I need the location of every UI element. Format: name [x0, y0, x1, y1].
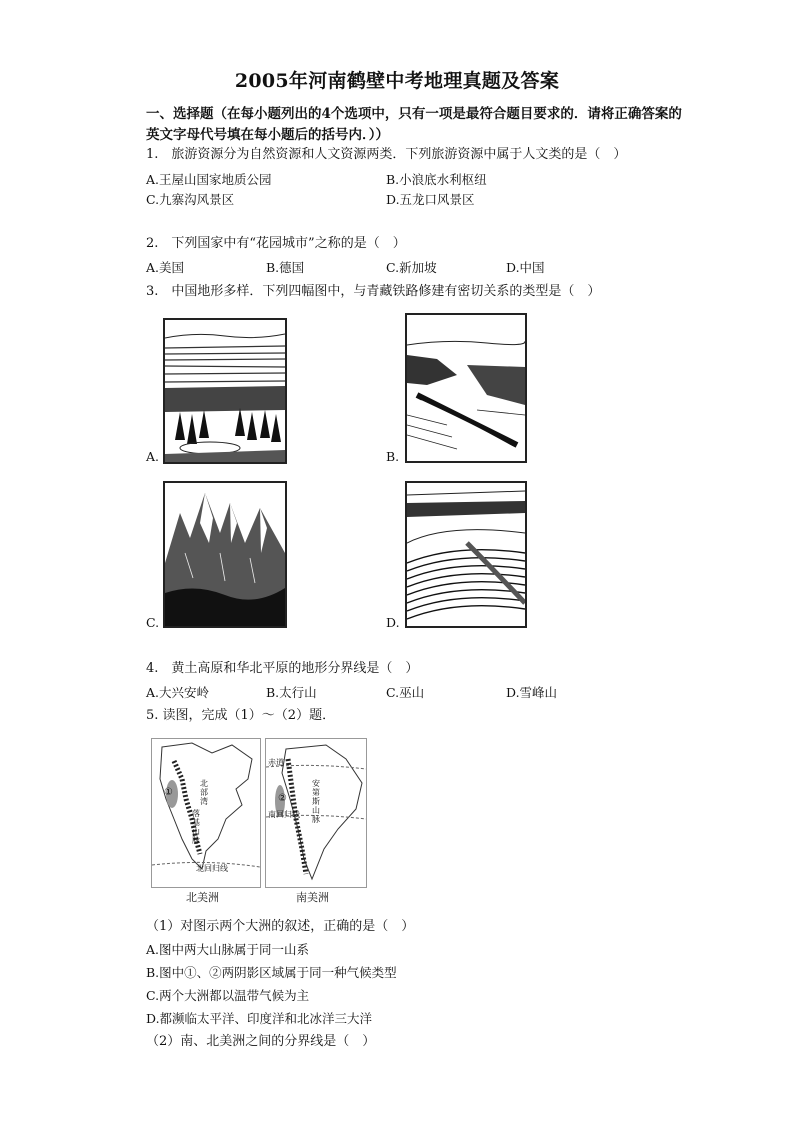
- question-4-option-b: B.太行山: [266, 685, 317, 700]
- map-label-tropic-capricorn: 南回归线: [268, 810, 300, 819]
- map-label-equator: 赤道: [268, 758, 284, 767]
- question-2-option-b: B.德国: [266, 260, 305, 275]
- question-5-sub-1-option-c: C.两个大洲都以温带气候为主: [146, 988, 310, 1003]
- question-2-option-c: C.新加坡: [386, 260, 437, 275]
- north-america-caption: 北美洲: [186, 891, 219, 904]
- page-title: 2005年河南鹤壁中考地理真题及答案: [234, 70, 560, 92]
- section-heading: 一、选择题（在每小题列出的4个选项中，只有一项是最符合题目要求的．请将正确答案的英文字母代号填在每小题后的括号内．））: [146, 106, 682, 143]
- question-2-stem: 2. 下列国家中有“花园城市”之称的是（ ）: [146, 236, 406, 251]
- south-america-caption: 南美洲: [296, 891, 329, 904]
- question-2-option-d: D.中国: [506, 260, 545, 275]
- landscape-picture-c: [163, 481, 287, 628]
- question-5-sub-1-option-a: A.图中两大山脉属于同一山系: [146, 942, 310, 957]
- landscape-picture-b: [405, 313, 527, 463]
- question-2-option-a: A.美国: [146, 260, 185, 275]
- map-marker-1: ①: [164, 787, 173, 798]
- question-5-sub-1-option-b: B.图中①、②两阴影区域属于同一种气候类型: [146, 965, 397, 980]
- north-america-map: [151, 738, 261, 888]
- landscape-picture-a: [163, 318, 287, 464]
- map-label-andes: 安第斯山脉: [312, 779, 320, 824]
- landscape-picture-d: [405, 481, 527, 628]
- question-5-sub-1-option-d: D.都濒临太平洋、印度洋和北冰洋三大洋: [146, 1011, 373, 1026]
- question-1-option-a: A.王屋山国家地质公园: [146, 172, 272, 187]
- map-marker-2: ②: [278, 793, 287, 804]
- question-4-stem: 4. 黄土高原和华北平原的地形分界线是（ ）: [146, 661, 419, 676]
- question-5-sub-1-stem: （1）对图示两个大洲的叙述，正确的是（ ）: [146, 919, 415, 934]
- question-1-option-c: C.九寨沟风景区: [146, 192, 235, 207]
- question-3-option-c: C.: [146, 615, 160, 630]
- question-3-stem: 3. 中国地形多样．下列四幅图中，与青藏铁路修建有密切关系的类型是（ ）: [146, 284, 601, 299]
- question-3-option-b: B.: [386, 449, 400, 464]
- question-5-sub-2-stem: （2）南、北美洲之间的分界线是（ ）: [146, 1034, 376, 1049]
- question-1-stem: 1. 旅游资源分为自然资源和人文资源两类．下列旅游资源中属于人文类的是（ ）: [146, 147, 627, 162]
- map-label-rocky-mountains: 落基山脉: [192, 809, 200, 845]
- map-label-north-bay: 北部湾: [200, 779, 208, 806]
- question-1-option-b: B.小浪底水利枢纽: [386, 172, 487, 187]
- question-1-option-d: D.五龙口风景区: [386, 192, 475, 207]
- question-4-option-a: A.大兴安岭: [146, 685, 210, 700]
- question-4-option-d: D.雪峰山: [506, 685, 558, 700]
- south-america-map: [265, 738, 367, 888]
- question-4-option-c: C.巫山: [386, 685, 425, 700]
- question-3-option-d: D.: [386, 615, 400, 630]
- map-label-tropic-cancer: 北回归线: [196, 864, 228, 873]
- question-5-stem: 5. 读图，完成（1）～（2）题．: [146, 708, 336, 723]
- question-3-option-a: A.: [146, 449, 160, 464]
